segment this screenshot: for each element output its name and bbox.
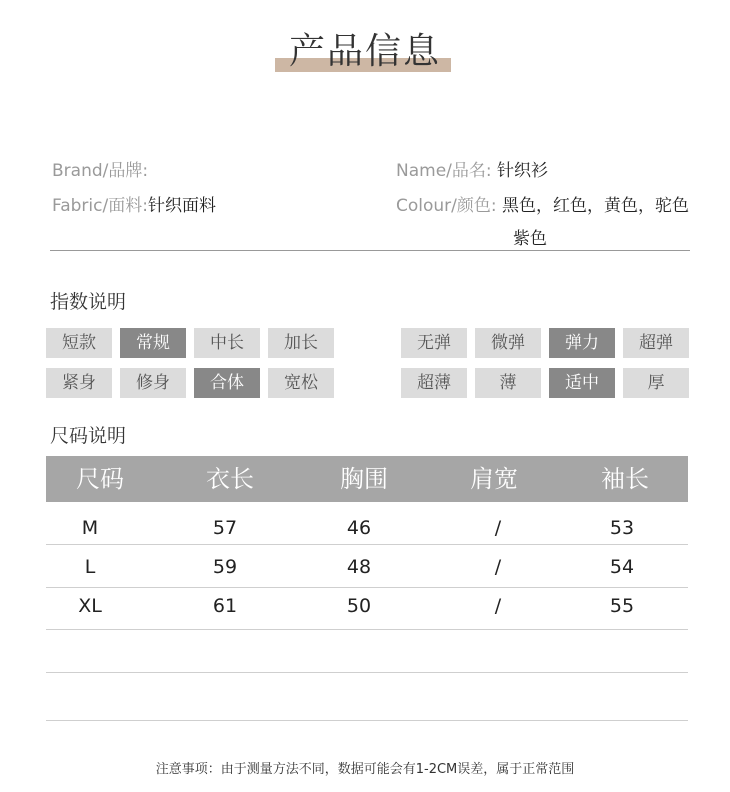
tag-thick-medium: 适中 xyxy=(549,368,615,398)
brand-info xyxy=(52,160,148,182)
tag-fit-regular: 合体 xyxy=(194,368,260,398)
th-size: 尺码 xyxy=(76,465,124,493)
info-divider xyxy=(50,250,690,251)
row-divider xyxy=(46,672,688,673)
cell-shoulder: / xyxy=(494,595,502,617)
cell-size: M xyxy=(81,517,99,539)
size-section-title: 尺码说明 xyxy=(50,425,127,447)
cell-length: 57 xyxy=(212,517,238,539)
tag-elastic-stretch: 弹力 xyxy=(549,328,615,358)
cell-bust: 50 xyxy=(346,595,372,617)
page-title: 产品信息 xyxy=(288,31,441,72)
cell-sleeve: 53 xyxy=(609,517,635,539)
th-shoulder: 肩宽 xyxy=(470,465,518,493)
name-info xyxy=(396,160,548,182)
tag-length-mid: 中长 xyxy=(194,328,260,358)
colour-label: Colour/颜色: xyxy=(396,196,497,216)
cell-shoulder: / xyxy=(494,517,502,539)
fabric-label: Fabric/面料: xyxy=(52,196,148,216)
fabric-info xyxy=(52,195,216,217)
row-divider xyxy=(46,720,688,721)
cell-size: XL xyxy=(78,595,102,617)
row-divider xyxy=(46,544,688,545)
row-divider xyxy=(46,587,688,588)
tag-thick-ultrathin: 超薄 xyxy=(401,368,467,398)
index-section-title: 指数说明 xyxy=(50,291,127,313)
fabric-value: 针织面料 xyxy=(147,196,216,216)
cell-bust: 46 xyxy=(346,517,372,539)
th-sleeve: 袖长 xyxy=(601,465,649,493)
row-divider xyxy=(46,629,688,630)
colour-value: 黑色，红色，黄色，驼色 xyxy=(502,196,690,216)
th-bust: 胸围 xyxy=(340,465,388,493)
name-value: 针织衫 xyxy=(497,161,549,181)
size-table-header xyxy=(46,456,688,502)
cell-shoulder: / xyxy=(494,556,502,578)
tag-length-long: 加长 xyxy=(268,328,334,358)
cell-bust: 48 xyxy=(346,556,372,578)
tag-thick-thin: 薄 xyxy=(475,368,541,398)
tag-fit-tight: 紧身 xyxy=(46,368,112,398)
tag-fit-loose: 宽松 xyxy=(268,368,334,398)
cell-sleeve: 54 xyxy=(609,556,635,578)
colour-value-cont: 紫色 xyxy=(513,229,547,249)
cell-length: 59 xyxy=(212,556,238,578)
colour-info-cont xyxy=(513,228,547,250)
tag-elastic-slight: 微弹 xyxy=(475,328,541,358)
cell-size: L xyxy=(84,556,96,578)
brand-label: Brand/品牌: xyxy=(52,161,149,181)
tag-elastic-none: 无弹 xyxy=(401,328,467,358)
cell-length: 61 xyxy=(212,595,238,617)
tag-elastic-super: 超弹 xyxy=(623,328,689,358)
tag-thick-thick: 厚 xyxy=(623,368,689,398)
footer-note: 注意事项：由于测量方法不同，数据可能会有1-2CM误差，属于正常范围 xyxy=(155,762,575,777)
tag-length-regular: 常规 xyxy=(120,328,186,358)
th-length: 衣长 xyxy=(206,465,254,493)
tag-fit-slim: 修身 xyxy=(120,368,186,398)
name-label: Name/品名: xyxy=(396,161,492,181)
cell-sleeve: 55 xyxy=(609,595,635,617)
page-header xyxy=(0,30,730,74)
tag-length-short: 短款 xyxy=(46,328,112,358)
colour-info xyxy=(396,195,689,217)
